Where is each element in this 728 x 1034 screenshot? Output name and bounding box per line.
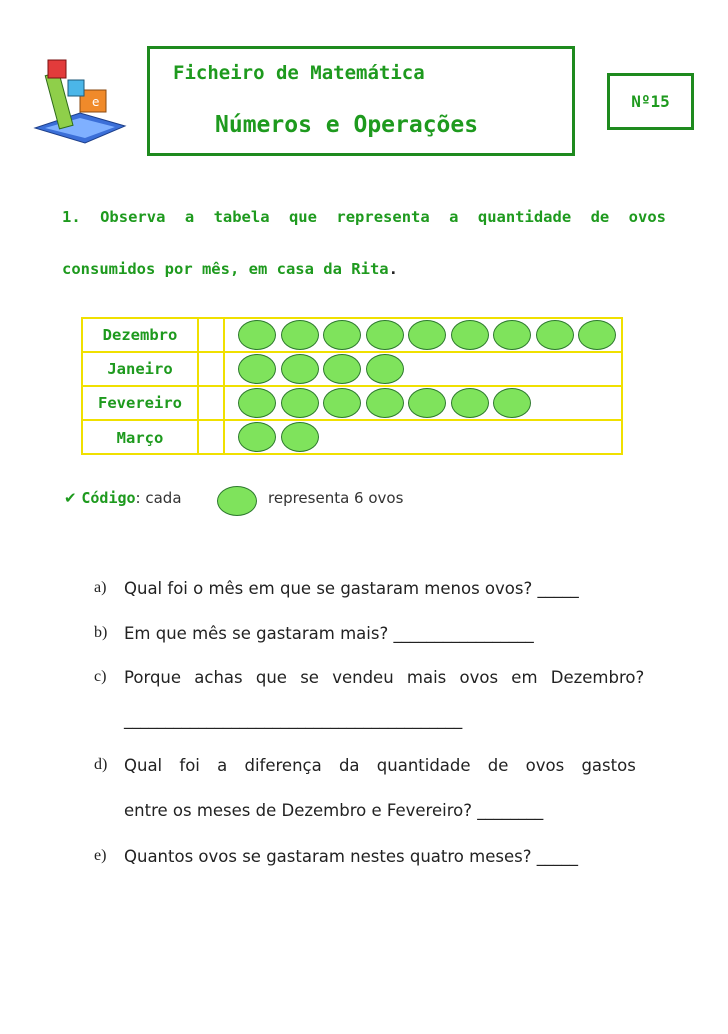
- month-label: Fevereiro: [83, 387, 199, 419]
- worksheet-subtitle: Números e Operações: [215, 112, 479, 138]
- table-row: [83, 319, 621, 353]
- egg-oval-icon: [323, 354, 361, 384]
- egg-oval-icon: [408, 320, 446, 350]
- exercise-instruction-line2: consumidos por mês, em casa da Rita.: [62, 260, 398, 278]
- egg-oval-icon: [366, 354, 404, 384]
- egg-oval-icon: [493, 388, 531, 418]
- egg-oval-icon: [578, 320, 616, 350]
- worksheet-number: Nº15: [607, 73, 694, 130]
- column-divider: [223, 319, 225, 351]
- checkmark-icon: ✔: [64, 489, 77, 507]
- column-divider: [223, 353, 225, 385]
- egg-oval-icon: [493, 320, 531, 350]
- egg-oval-icon: [238, 422, 276, 452]
- egg-oval-icon: [366, 320, 404, 350]
- egg-oval-icon: [451, 320, 489, 350]
- table-row: [83, 421, 621, 455]
- pencil-blocks-logo-icon: [30, 48, 130, 148]
- worksheet-title: Ficheiro de Matemática: [173, 62, 425, 84]
- pictogram-table: [81, 317, 623, 455]
- month-label: Março: [83, 421, 199, 455]
- egg-oval-icon: [281, 320, 319, 350]
- month-label: Janeiro: [83, 353, 199, 385]
- egg-oval-icon: [281, 388, 319, 418]
- egg-oval-icon: [408, 388, 446, 418]
- egg-oval-icon: [323, 388, 361, 418]
- table-row: [83, 353, 621, 387]
- legend-meaning: representa 6 ovos: [268, 489, 404, 507]
- egg-oval-icon: [281, 354, 319, 384]
- egg-oval-icon: [238, 320, 276, 350]
- egg-oval-icon: [451, 388, 489, 418]
- egg-oval-icon: [536, 320, 574, 350]
- svg-text:e: e: [92, 95, 100, 109]
- egg-oval-icon: [238, 354, 276, 384]
- egg-oval-icon: [323, 320, 361, 350]
- egg-oval-icon: [281, 422, 319, 452]
- column-divider: [223, 387, 225, 419]
- legend-code: ✔ Código: cada: [64, 489, 182, 507]
- egg-oval-icon: [366, 388, 404, 418]
- legend-egg-oval-icon: [217, 486, 257, 516]
- exercise-instruction-line1: 1. Observa a tabela que representa a quantidade de ovos: [62, 208, 666, 226]
- month-label: Dezembro: [83, 319, 199, 351]
- egg-oval-icon: [238, 388, 276, 418]
- table-row: [83, 387, 621, 421]
- column-divider: [223, 421, 225, 455]
